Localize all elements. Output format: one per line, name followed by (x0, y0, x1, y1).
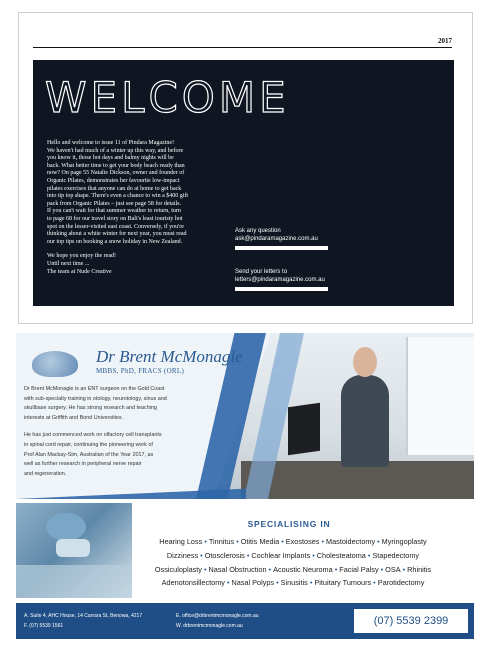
welcome-heading: WELCOME (45, 73, 290, 122)
separator-dot: • (334, 564, 338, 574)
specialty-item: Pituitary Tumours (314, 578, 372, 588)
fax-text: F. (07) 5539 1561 (24, 623, 64, 629)
office-window (406, 337, 474, 455)
separator-dot: • (380, 564, 384, 574)
specialty-item: Facial Palsy (339, 564, 379, 574)
specialty-item: Nasal Obstruction (208, 564, 267, 574)
email-link[interactable]: E. office@drbrentmcmonagle.com.au (176, 613, 259, 619)
online-column (176, 611, 259, 631)
editorial-line: Hello and welcome to issue 11 of Pindara Magazine! (47, 140, 175, 146)
editorial-line: spot on the lesser-visited east coast. Conversely, if you're (47, 223, 184, 230)
specialty-row (134, 535, 452, 549)
bio-line: skullbase surgery. He has strong research and teaching (24, 405, 157, 412)
separator-dot: • (203, 564, 207, 574)
editorial-paragraph (47, 140, 229, 246)
doctor-bio (24, 385, 194, 487)
editorial-line: into tip top shape. There's even a chance to win a $400 gift (47, 193, 189, 200)
letters-contact (235, 268, 328, 291)
specialty-row (134, 563, 452, 577)
separator-dot: • (268, 564, 272, 574)
bio-line: Prof Alan Mackay-Sim, Australian of the Year 2017, as (24, 451, 154, 458)
magazine-page (18, 12, 473, 324)
question-contact (235, 227, 328, 250)
specialty-row (134, 549, 452, 563)
welcome-panel (33, 60, 454, 306)
specialty-item: Exostoses (285, 537, 320, 546)
specialty-item: Dizziness (166, 550, 199, 560)
address-column (24, 611, 142, 631)
separator-dot: • (309, 578, 313, 588)
surgeon-cap (46, 513, 86, 541)
specialty-item: Acoustic Neuroma (273, 564, 333, 574)
separator-dot: • (281, 537, 284, 546)
separator-dot: • (377, 537, 380, 546)
editorial-line: If you can't wait for that summer weather to return, turn (47, 208, 181, 215)
letters-label: Send your letters to (235, 269, 288, 275)
editorial-line: Organic Pilates, demonstrates her favourite low-impact (47, 177, 180, 184)
specialty-item: Otosclerosis (204, 550, 245, 560)
bio-line: in spinal cord repair, continuing the pioneering work of (24, 441, 153, 448)
specialty-item: Myringoplasty (381, 537, 427, 546)
editorial-line: to page 68 for our travel story on Bali's least touristy hot (47, 215, 183, 222)
bio-line: and regeneration. (24, 470, 67, 477)
question-email-link[interactable]: ask@pindaramagazine.com.au (235, 236, 318, 242)
editorial-line: We haven't had much of a winter up this way, and before (47, 147, 184, 154)
surgeon-mask (56, 539, 90, 557)
website-link[interactable]: W. drbrentmcmonagle.com.au (176, 623, 243, 629)
editorial-line: our top tips on booking a snow holiday in New Zealand. (47, 238, 183, 245)
bio-line: He has just commenced work on olfactory cell transplants (24, 432, 162, 439)
question-label: Ask any question (235, 228, 281, 234)
specialty-item: Otitis Media (240, 537, 280, 546)
specialty-item: Mastoidectomy (326, 537, 376, 546)
separator-dot: • (226, 578, 230, 588)
doctor-head (353, 347, 377, 377)
specialty-item: Tinnitus (208, 537, 235, 546)
specialty-item: Hearing Loss (159, 537, 203, 546)
specialty-row (134, 576, 452, 590)
bio-line: Dr Brent McMonagle is an ENT surgeon on the Gold Coast (24, 386, 165, 392)
bio-line: with sub-specialty training in otology, neurotology, sinus and (24, 395, 167, 402)
letters-bar (235, 287, 328, 291)
specialty-item: Cholesteatoma (316, 550, 366, 560)
computer-monitor (288, 403, 320, 455)
surgery-light (16, 565, 132, 598)
editorial-line: you know it, those hot days and balmy nights will be (47, 155, 174, 162)
bio-paragraph (24, 385, 194, 423)
bio-line: well as further research in peripheral nerve repair (24, 461, 142, 468)
specialty-item: Sinusitis (280, 578, 308, 588)
closing-line: Until next time ... (47, 260, 90, 267)
separator-dot: • (312, 550, 315, 560)
bio-line: interests at Griffith and Bond Universities. (24, 414, 124, 421)
editorial-line: pack from Organic Pilates – just see page 58 for details. (47, 200, 182, 207)
surgeon-photo (16, 503, 132, 598)
specialising-title: SPECIALISING IN (247, 519, 331, 529)
doctor-qualifications: MBBS, PhD, FRACS (ORL) (96, 367, 185, 375)
header-rule (33, 47, 452, 48)
editorial-line: now? On page 55 Natalie Dickson, owner and founder of (47, 170, 185, 177)
editorial-line: thinking about a white winter for next year, you must read (47, 231, 187, 238)
editorial-closing (47, 253, 229, 276)
specialty-item: Stapedectomy (372, 550, 420, 560)
editorial-line: back. What better time to get your body beach ready than (47, 162, 185, 169)
separator-dot: • (204, 537, 207, 546)
specialty-item: OSA (385, 564, 401, 574)
doctor-advertisement (16, 333, 474, 639)
separator-dot: • (367, 550, 371, 560)
specialty-item: Rhinitis (407, 564, 432, 574)
closing-line: The team at Nude Creative (47, 268, 112, 275)
separator-dot: • (402, 564, 406, 574)
separator-dot: • (276, 578, 279, 588)
brain-logo-icon (28, 345, 90, 381)
question-bar (235, 246, 328, 250)
closing-line: We hope you enjoy the read! (47, 253, 116, 260)
specialty-item: Parotidectomy (377, 578, 425, 588)
phone-number[interactable]: (07) 5539 2399 (354, 609, 468, 633)
issue-year: 2017 (438, 37, 452, 45)
specialty-item: Adenotonsillectomy (161, 578, 225, 588)
specialty-item: Cochlear Implants (251, 550, 311, 560)
separator-dot: • (236, 537, 239, 546)
address-text: A. Suite 4, AHC House, 14 Carrara St, Benowa, 4217 (24, 613, 143, 619)
doctor-photo (341, 375, 389, 467)
bio-paragraph (24, 431, 194, 479)
specialty-item: Ossiculoplasty (154, 564, 202, 574)
doctor-name: Dr Brent McMonagle (96, 347, 243, 366)
brain-shape (32, 351, 78, 377)
editorial-text (47, 140, 229, 283)
specialties-list (134, 535, 452, 590)
contact-footer (16, 603, 474, 639)
separator-dot: • (321, 537, 325, 546)
separator-dot: • (246, 550, 250, 560)
editorial-line: pilates exercises that anyone can do at home to get back (47, 185, 182, 192)
separator-dot: • (200, 550, 203, 560)
letters-email-link[interactable]: letters@pindaramagazine.com.au (235, 277, 325, 283)
separator-dot: • (373, 578, 376, 588)
specialty-item: Nasal Polyps (231, 578, 275, 588)
